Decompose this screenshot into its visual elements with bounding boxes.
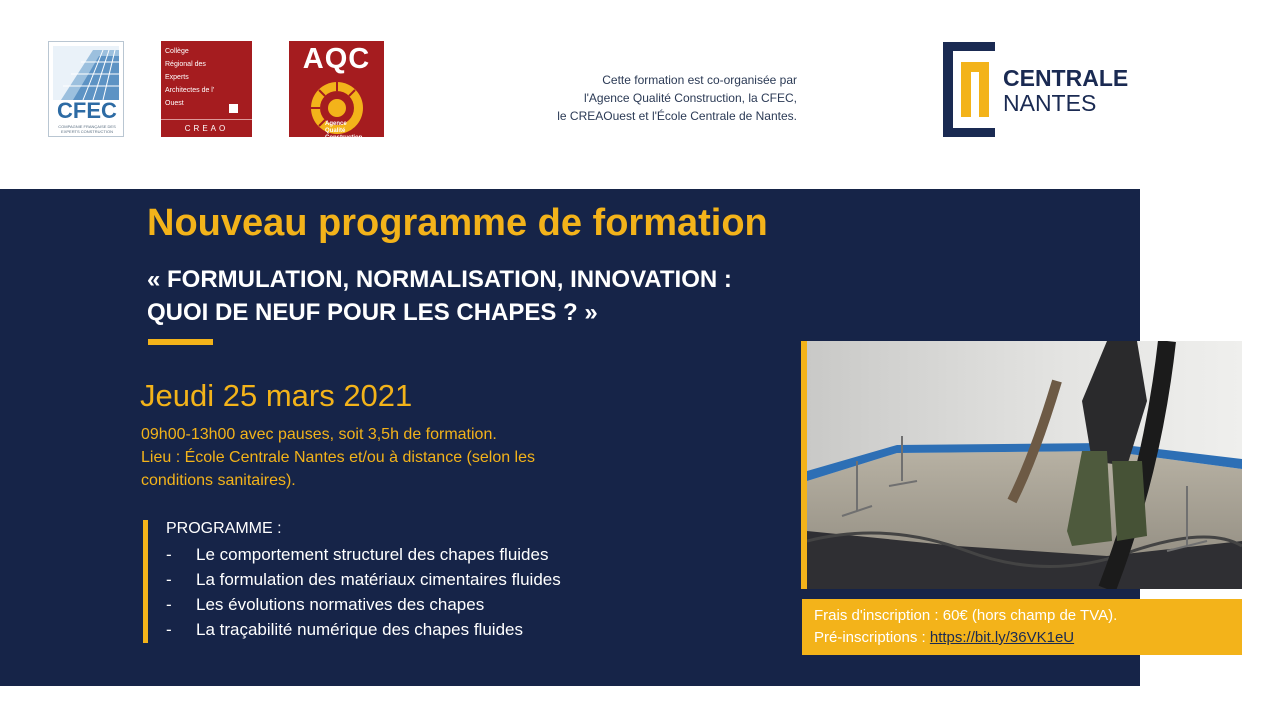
- preregistration-line: [814, 629, 1074, 646]
- list-item: - Le comportement structurel des chapes fluides: [166, 545, 549, 564]
- list-item: - La traçabilité numérique des chapes fluides: [166, 620, 523, 639]
- centrale-nantes-logo: [943, 42, 1133, 137]
- title-underline: [148, 339, 213, 345]
- coorganisation-note: Cette formation est co-organisée par l'Agence Qualité Construction, la CFEC, le CREAOuest et l'École Centrale de Nantes.: [557, 73, 797, 123]
- preregistration-label: Pré-inscriptions :: [814, 629, 930, 646]
- screed-photo: [807, 341, 1242, 589]
- cfec-logo-tagline: COMPAGNIE FRANÇAISE DES EXPERTS CONSTRUCTION: [58, 124, 116, 134]
- creao-logo-text: Collège Régional des Experts Architectes de l' Ouest: [165, 48, 215, 107]
- creao-logo-square: [229, 104, 238, 113]
- programme-title: PROGRAMME :: [166, 520, 282, 537]
- programme-accent-bar: [143, 520, 148, 643]
- list-item: - Les évolutions normatives des chapes: [166, 595, 485, 614]
- cfec-logo-text: CFEC: [57, 98, 117, 123]
- centrale-logo-line2: NANTES: [1003, 90, 1097, 116]
- list-item: - La formulation des matériaux cimentaires fluides: [166, 570, 561, 589]
- programme-list: [166, 545, 561, 645]
- creao-logo-name: CREAO: [184, 124, 229, 133]
- subtitle: « FORMULATION, NORMALISATION, INNOVATION : QUOI DE NEUF POUR LES CHAPES ? »: [147, 266, 732, 326]
- centrale-logo-line1: CENTRALE: [1003, 65, 1129, 91]
- aqc-logo: [289, 41, 384, 141]
- centrale-bracket-icon: [943, 42, 999, 137]
- aqc-logo-text: AQC: [302, 43, 371, 75]
- cfec-building-graphic: [53, 46, 119, 100]
- creao-logo: [161, 41, 252, 137]
- page-title: Nouveau programme de formation: [147, 202, 768, 244]
- aqc-logo-tagline: Agence Qualité Construction: [325, 121, 363, 141]
- event-date: Jeudi 25 mars 2021: [140, 378, 413, 413]
- event-details: 09h00-13h00 avec pauses, soit 3,5h de formation. Lieu : École Centrale Nantes et/ou à distance (selon les conditions sanitaires).: [141, 426, 536, 489]
- creao-logo-divider: [161, 119, 252, 120]
- preregistration-link[interactable]: https://bit.ly/36VK1eU: [929, 629, 1075, 646]
- registration-fees: Frais d'inscription : 60€ (hors champ de TVA).: [814, 607, 1118, 624]
- cfec-logo: [48, 41, 124, 137]
